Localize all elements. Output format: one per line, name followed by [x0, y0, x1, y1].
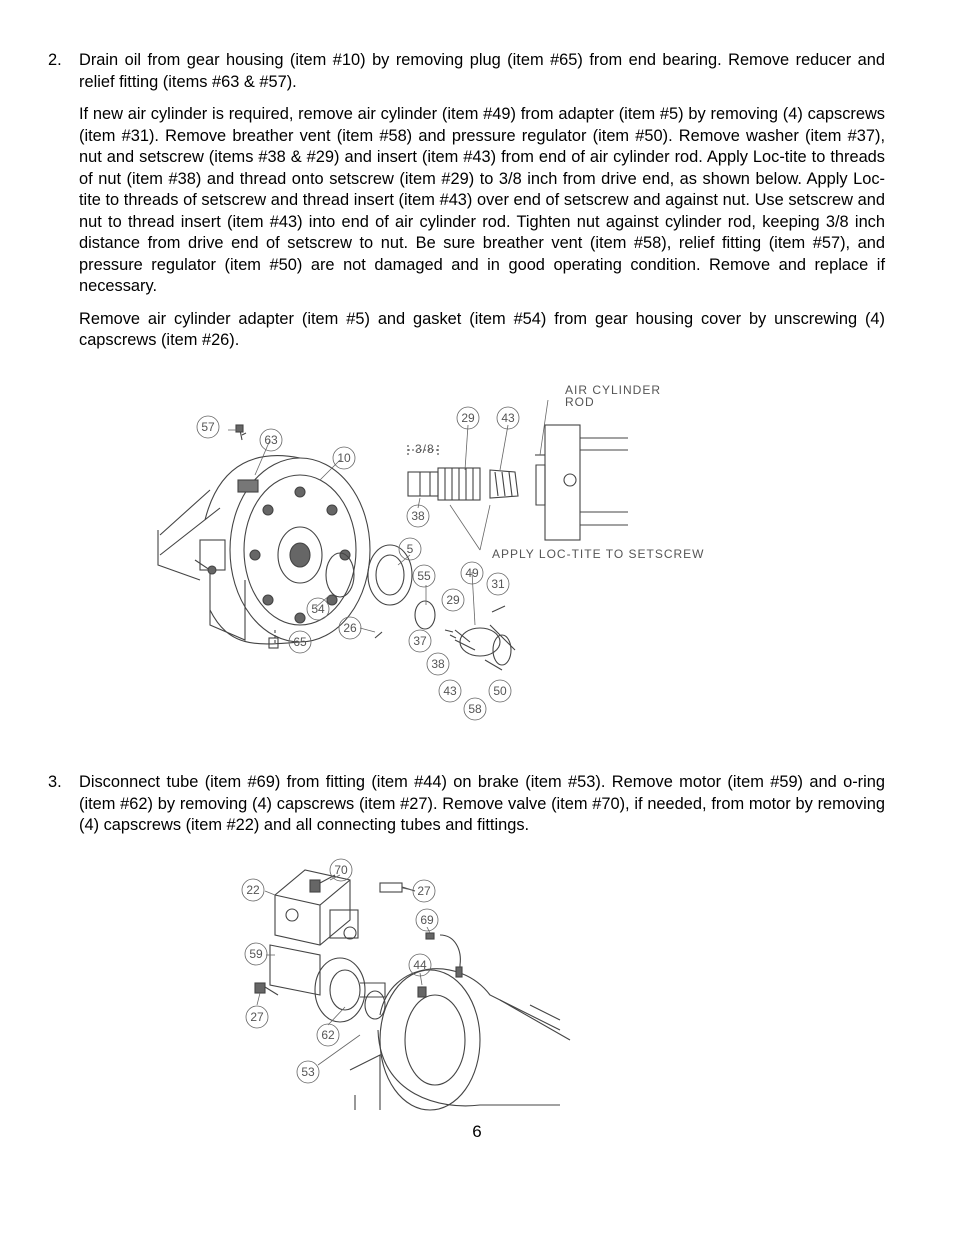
- step-2: [48, 50, 885, 363]
- step-number: 3.: [48, 773, 62, 791]
- gear-housing-drawing: [200, 456, 370, 644]
- note-rod: ROD: [565, 395, 595, 409]
- frame-drawing: [158, 490, 245, 640]
- note-air-cylinder: AIR CYLINDER: [565, 383, 662, 397]
- note-dimension: 3/8: [415, 442, 435, 456]
- adapter-parts-drawing: [236, 425, 515, 670]
- callout-59: 59: [249, 947, 263, 961]
- callout-69: 69: [420, 913, 434, 927]
- callout-54: 54: [311, 602, 325, 616]
- callout-49: 49: [465, 566, 479, 580]
- capscrews-drawing: [255, 883, 415, 995]
- callout-27-lower: 27: [250, 1010, 264, 1024]
- callout-55: 55: [417, 569, 431, 583]
- paragraph-air-cylinder: If new air cylinder is required, remove air cylinder (item #49) from adapter (item #5) by removing (4) capscrews (item #31). Remove breather vent (item #58) and pressure regulator (item #50). Remove washer (item #37), nut and setscrew (items #38 & #29) and insert (item #43) from end of air cylinder rod. Apply Loc-tite to threads of nut (item #38) and thread onto setscrew (item #29) to 3/8 inch from drive end, as shown below. Apply Loc-tite to threads of setscrew and thread insert (item #43) over end of setscrew and against nut. Use setscrew and nut to thread insert (item #43) into end of air cylinder rod. Tighten nut against cylinder rod, keeping 3/8 inch distance from drive end of setscrew to nut. Be sure breather vent (item #58), relief fitting (item #57), and pressure regulator (item #50) are not damaged and in good operating condition. Remove and replace if necessary.: [79, 105, 885, 295]
- gear-housing-exploded-diagram: [150, 380, 710, 725]
- motor-brake-exploded-diagram: [230, 855, 590, 1115]
- callout-50: 50: [493, 684, 507, 698]
- callout-5: 5: [406, 542, 414, 556]
- valve-motor-drawing: [270, 870, 385, 1022]
- callout-65: 65: [293, 635, 307, 649]
- setscrew-detail-drawing: [408, 425, 628, 540]
- callout-43: 43: [501, 411, 515, 425]
- callout-57: 57: [201, 420, 215, 434]
- callout-70: 70: [334, 863, 348, 877]
- callout-38: 38: [411, 509, 425, 523]
- callout-26: 26: [343, 621, 357, 635]
- callout-29-lower: 29: [446, 593, 460, 607]
- callout-29: 29: [461, 411, 475, 425]
- callout-10: 10: [337, 451, 351, 465]
- paragraph-drain-oil: Drain oil from gear housing (item #10) by removing plug (item #65) from end bearing. Remove reducer and relief fitting (items #63 & #57).: [79, 51, 885, 91]
- callout-63: 63: [264, 433, 278, 447]
- step-number: 2.: [48, 51, 62, 69]
- page-number: 6: [472, 1122, 482, 1141]
- callout-62: 62: [321, 1028, 335, 1042]
- step-3: [48, 772, 885, 848]
- paragraph-adapter: Remove air cylinder adapter (item #5) and gasket (item #54) from gear housing cover by unscrewing (4) capscrews (item #26).: [79, 309, 885, 349]
- callout-27: 27: [417, 884, 431, 898]
- callout-31: 31: [491, 577, 505, 591]
- callout-58: 58: [468, 702, 482, 716]
- callout-43-lower: 43: [443, 684, 457, 698]
- note-apply-loctite: APPLY LOC-TITE TO SETSCREW: [492, 547, 705, 561]
- callout-53: 53: [301, 1065, 315, 1079]
- callout-37: 37: [413, 634, 427, 648]
- brake-drawing: [350, 933, 570, 1110]
- paragraph-disconnect-tube: Disconnect tube (item #69) from fitting (item #44) on brake (item #53). Remove motor (item #59) and o-ring (item #62) by removing (4) capscrews (item #27). Remove valve (item #70), if needed, from motor by removing (4) capscrews (item #22) and all connecting tubes and fittings.: [79, 773, 885, 834]
- callout-22: 22: [246, 883, 260, 897]
- callout-44: 44: [413, 958, 427, 972]
- callout-38-lower: 38: [431, 657, 445, 671]
